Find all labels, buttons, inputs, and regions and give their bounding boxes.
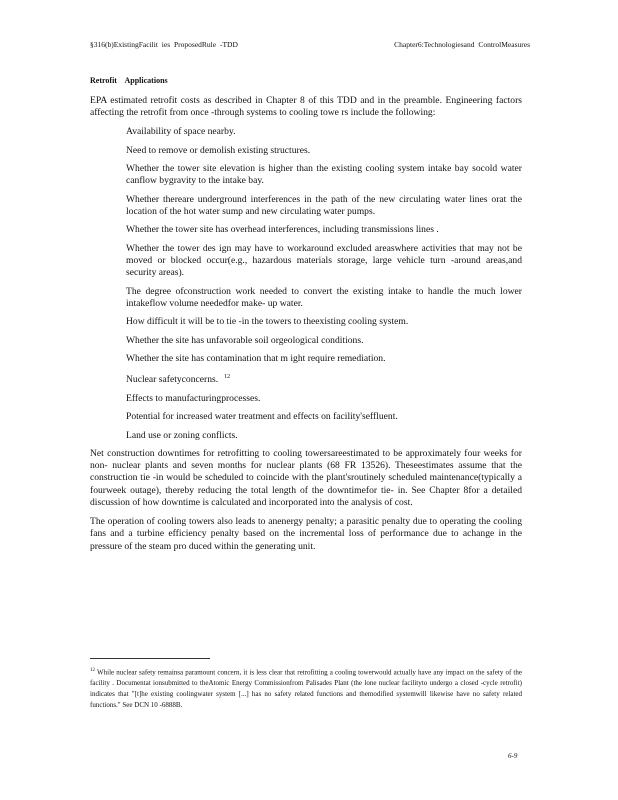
list-item: Whether the tower site elevation is higher than the existing cooling system intake bay socold water canflow bygravity to the intake bay. <box>126 163 522 187</box>
footnote-divider <box>90 658 210 659</box>
list-item: Effects to manufacturingprocesses. <box>126 392 261 404</box>
running-header <box>90 40 530 49</box>
downtime-paragraph: Net construction downtimes for retrofitting to cooling towersareestimated to be approximately four weeks for non- nuclear plants and seven months for nuclear plants (68 FR 13526). Theseestimates assume that the construction tie -in would be scheduled to coincide with the plant'sroutinely scheduled maintenance(typically a fourweek outage), thereby reducing the total length of the downtimefor tie- in. See Chapter 8for a detailed discussion of how downtime is calculated and incorporated into the analysis of cost. <box>90 448 522 508</box>
list-item: Whether the tower des ign may have to workaround excluded areaswhere activities that may not be moved or blocked occur(e.g., hazardous materials storage, large vehicle turn -around areas,and security areas). <box>126 242 522 279</box>
list-item: Whether the site has contamination that m ight require remediation. <box>126 352 386 364</box>
list-item: How difficult it will be to tie -in the towers to theexisting cooling system. <box>126 316 409 328</box>
header-right: Chapter6:Technologiesand ControlMeasures <box>394 40 530 49</box>
list-item: Nuclear safetyconcerns. $^{12}$ <box>126 374 231 386</box>
intro-paragraph: EPA estimated retrofit costs as described in Chapter 8 of this TDD and in the preamble. Engineering factors affecting the retrofit from once -through systems to cooling towe rs include the following: <box>90 95 522 119</box>
list-item: The degree ofconstruction work needed to convert the existing intake to handle the much lower intakeflow volume neededfor make- up water. <box>126 285 522 309</box>
list-item: Availability of space nearby. <box>126 126 236 138</box>
footnote-text: While nuclear safety remainsa paramount concern, it is less clear that retrofitting a cooling towerwould actually have any impact on the safety of the facility . Documentat ionsubmitted to theAtomic Energy Commissionfrom Palisades Plant (the lone nuclear facilityto undergo a closed -cycle retrofit) indicates that "[t]he existing coolingwater system [...] has no safety related functions and themodified systemwill likewise have no safety related functions." See DCN 10 -6888B. <box>90 668 522 710</box>
page-number: 6-9 <box>508 752 518 760</box>
list-item: Whether the site has unfavorable soil orgeological conditions. <box>126 334 364 346</box>
list-item: Need to remove or demolish existing structures. <box>126 144 311 156</box>
body-content <box>90 95 522 560</box>
footnote-reference[interactable]: 12 <box>224 374 231 381</box>
energy-penalty-paragraph: The operation of cooling towers also leads to anenergy penalty; a parasitic penalty due to operating the cooling fans and a turbine efficiency penalty based on the incremental loss of performance due to achange in the pressure of the steam pro duced within the generating unit. <box>90 516 522 552</box>
list-item: Whether thereare underground interferences in the path of the new circulating water lines orat the location of the hot water sump and new circulating water pumps. <box>126 193 522 217</box>
footnote-number: 12 <box>90 668 95 673</box>
list-item: Potential for increased water treatment and effects on facility'seffluent. <box>126 411 398 423</box>
footnote <box>90 665 522 711</box>
header-left: §316(b)ExistingFacilit ies ProposedRule -TDD <box>90 40 238 49</box>
section-title: Retrofit Applications <box>90 76 168 85</box>
list-item: Whether the tower site has overhead interferences, including transmissions lines . <box>126 224 439 236</box>
list-item: Land use or zoning conflicts. <box>126 429 238 441</box>
engineering-factors-list <box>90 126 522 441</box>
